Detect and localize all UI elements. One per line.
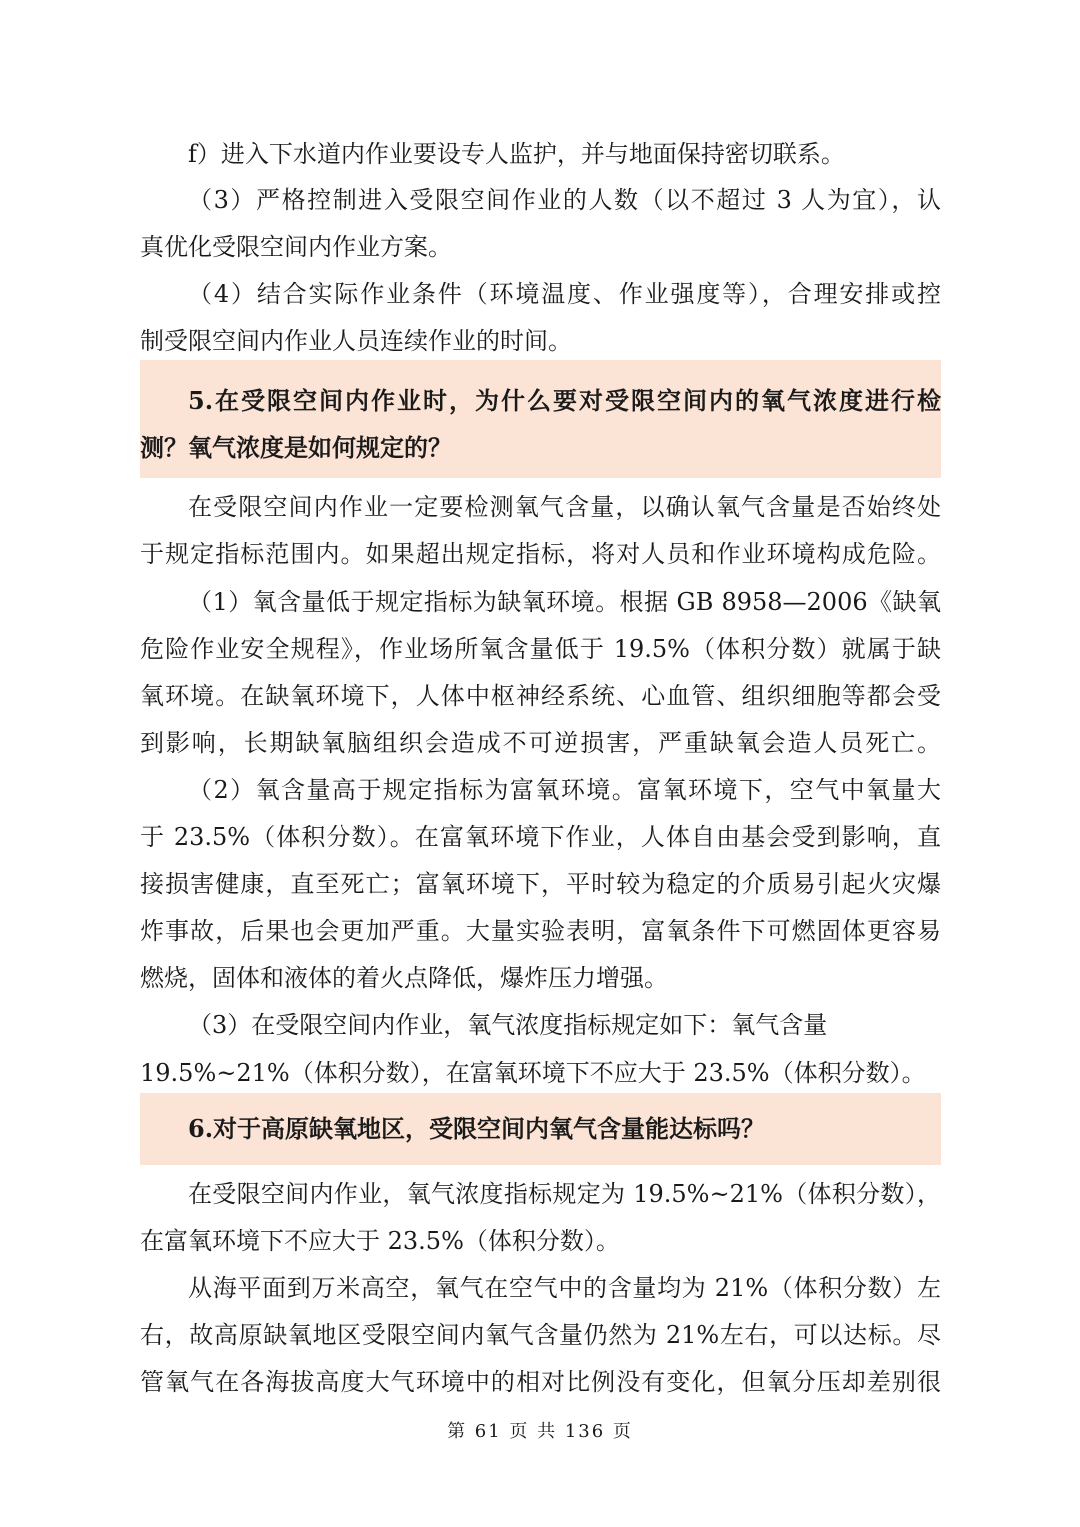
paragraph-line: 于 23.5%（体积分数）。在富氧环境下作业，人体自由基会受到影响，直	[140, 823, 941, 851]
heading-text: 5.在受限空间内作业时，为什么要对受限空间内的氧气浓度进行检	[188, 386, 941, 415]
paragraph-line: 在受限空间内作业，氧气浓度指标规定为 19.5%~21%（体积分数），	[188, 1180, 941, 1208]
paragraph-line: 危险作业安全规程》，作业场所氧含量低于 19.5%（体积分数）就属于缺	[140, 635, 941, 663]
paragraph-line: 右，故高原缺氧地区受限空间内氧气含量仍然为 21%左右，可以达标。尽	[140, 1321, 941, 1349]
paragraph-line: 燃烧，固体和液体的着火点降低，爆炸压力增强。	[140, 964, 668, 992]
paragraph-line: 接损害健康，直至死亡；富氧环境下，平时较为稳定的介质易引起火灾爆	[140, 870, 941, 898]
paragraph-line: 在受限空间内作业一定要检测氧气含量，以确认氧气含量是否始终处	[188, 493, 941, 521]
paragraph-line: （4）结合实际作业条件（环境温度、作业强度等），合理安排或控	[188, 280, 941, 308]
paragraph-line: 在富氧环境下不应大于 23.5%（体积分数）。	[140, 1227, 620, 1255]
paragraph-line: 制受限空间内作业人员连续作业的时间。	[140, 327, 572, 355]
paragraph-line: （2）氧含量高于规定指标为富氧环境。富氧环境下，空气中氧量大	[188, 776, 941, 804]
paragraph-line: 到影响，长期缺氧脑组织会造成不可逆损害，严重缺氧会造人员死亡。	[140, 729, 941, 757]
heading-text: 6.对于高原缺氧地区，受限空间内氧气含量能达标吗？	[188, 1114, 766, 1143]
heading-text: 测？氧气浓度是如何规定的？	[140, 433, 452, 462]
page-number-footer: 第 61 页 共 136 页	[447, 1421, 633, 1442]
paragraph-line: （3）在受限空间内作业，氧气浓度指标规定如下：氧气含量	[188, 1011, 828, 1039]
paragraph-line: 氧环境。在缺氧环境下，人体中枢神经系统、心血管、组织细胞等都会受	[140, 682, 941, 710]
paragraph-line: 真优化受限空间内作业方案。	[140, 233, 452, 261]
paragraph-line: 从海平面到万米高空，氧气在空气中的含量均为 21%（体积分数）左	[188, 1274, 941, 1302]
paragraph-line: 炸事故，后果也会更加严重。大量实验表明，富氧条件下可燃固体更容易	[140, 917, 941, 945]
paragraph-line: 19.5%~21%（体积分数），在富氧环境下不应大于 23.5%（体积分数）。	[140, 1059, 926, 1087]
paragraph-line: f）进入下水道内作业要设专人监护，并与地面保持密切联系。	[188, 140, 845, 168]
question-heading-6	[140, 1093, 941, 1165]
question-heading-5	[140, 360, 941, 478]
paragraph-line: 管氧气在各海拔高度大气环境中的相对比例没有变化，但氧分压却差别很	[140, 1368, 941, 1396]
paragraph-line: 于规定指标范围内。如果超出规定指标，将对人员和作业环境构成危险。	[140, 540, 941, 568]
paragraph-line: （1）氧含量低于规定指标为缺氧环境。根据 GB 8958—2006《缺氧	[188, 588, 941, 616]
paragraph-line: （3）严格控制进入受限空间作业的人数（以不超过 3 人为宜），认	[188, 186, 941, 214]
